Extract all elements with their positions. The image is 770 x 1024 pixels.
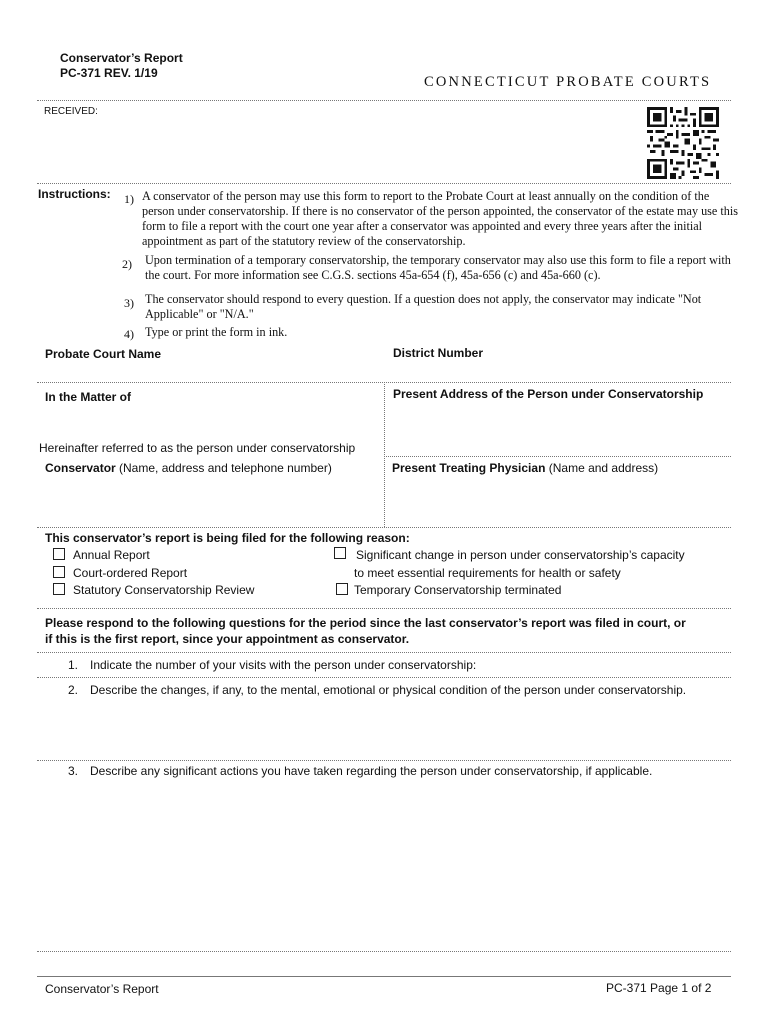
instruction-text: Type or print the form in ink. <box>145 325 288 339</box>
instruction-number: 2) <box>122 257 132 271</box>
instruction-number: 1) <box>124 192 134 206</box>
questions-intro-line2: if this is the first report, since your appointment as conservator. <box>45 632 410 646</box>
question-number: 1. <box>68 658 79 672</box>
question-3-text: Describe any significant actions you have taken regarding the person under conservatorship, if applicable. <box>90 764 653 778</box>
annual-report-checkbox[interactable] <box>53 548 65 560</box>
section-divider <box>37 527 731 528</box>
instruction-text: A conservator of the person may use this form to report to the Probate Court at least annually on the condition of the person under conservatorship. If there is no conservator of the person appointed, the conservator of the estate may use this form to file a report with the court one year after a conservator was appointed and every three years after the initial appointment as part of the statutory review of the conservatorship. <box>142 189 738 248</box>
temporary-terminated-checkbox[interactable] <box>336 583 348 595</box>
received-label: RECEIVED: <box>44 106 98 117</box>
physician-label <box>392 461 658 475</box>
hereinafter-note: Hereinafter referred to as the person under conservatorship <box>39 441 356 455</box>
present-address-label: Present Address of the Person under Conservatorship <box>393 387 704 401</box>
probate-court-name-field[interactable] <box>45 362 380 382</box>
physician-field[interactable] <box>390 476 730 524</box>
questions-intro-line1: Please respond to the following questions for the period since the last conservator’s report was filed in court, or <box>45 616 686 630</box>
probate-court-name-label: Probate Court Name <box>45 347 162 361</box>
physician-label-bold: Present Treating Physician <box>392 461 546 475</box>
significant-change-checkbox[interactable] <box>334 547 346 559</box>
court-name-heading: CONNECTICUT PROBATE COURTS <box>424 74 712 90</box>
court-ordered-report-label: Court-ordered Report <box>73 566 188 580</box>
instructions-label: Instructions: <box>38 187 111 201</box>
address-divider <box>384 456 731 457</box>
district-number-field[interactable] <box>390 362 730 382</box>
question-number: 3. <box>68 764 79 778</box>
district-number-label: District Number <box>393 346 484 360</box>
present-address-field[interactable] <box>390 402 730 452</box>
instruction-text: The conservator should respond to every question. If a question does not apply, the conservator may indicate "Not Applicable" or "N/A." <box>145 292 702 321</box>
instruction-number: 4) <box>124 327 134 341</box>
statutory-review-label: Statutory Conservatorship Review <box>73 583 255 597</box>
question-divider <box>37 677 731 678</box>
footer-rule <box>37 976 731 977</box>
instruction-number: 3) <box>124 296 134 310</box>
visits-count-field[interactable] <box>500 656 730 674</box>
annual-report-label: Annual Report <box>73 548 150 562</box>
question-2-text: Describe the changes, if any, to the mental, emotional or physical condition of the person under conservatorship. <box>90 683 687 697</box>
significant-change-label-continued: to meet essential requirements for health or safety <box>354 566 621 580</box>
significant-change-label: Significant change in person under conservatorship’s capacity <box>356 548 685 562</box>
instructions-divider <box>37 183 731 184</box>
form-number: PC-371 REV. 1/19 <box>60 66 158 80</box>
instruction-text: Upon termination of a temporary conservatorship, the temporary conservator may also use this form to file a report with the court. For more information see C.G.S. sections 45a-654 (f), 45a-656 (c) and 45a-660 (c). <box>145 253 731 282</box>
conservator-label-detail: (Name, address and telephone number) <box>115 461 332 475</box>
in-the-matter-of-label: In the Matter of <box>45 390 131 404</box>
column-divider <box>384 382 385 527</box>
reason-heading: This conservator’s report is being filed for the following reason: <box>45 531 410 545</box>
footer-form-title: Conservator’s Report <box>45 982 159 996</box>
significant-actions-field[interactable] <box>45 782 730 947</box>
question-number: 2. <box>68 683 79 697</box>
question-divider <box>37 951 731 952</box>
in-the-matter-of-field[interactable] <box>45 405 380 437</box>
question-divider <box>37 760 731 761</box>
form-title: Conservator’s Report <box>60 51 183 65</box>
section-divider <box>37 608 731 609</box>
conservator-label-bold: Conservator <box>45 461 116 475</box>
header-divider <box>37 100 731 101</box>
conservator-field[interactable] <box>45 476 380 524</box>
statutory-review-checkbox[interactable] <box>53 583 65 595</box>
qr-code-icon <box>647 107 719 179</box>
conservator-label <box>45 461 332 475</box>
footer-page-number: PC-371 Page 1 of 2 <box>606 981 712 995</box>
condition-changes-field[interactable] <box>45 700 730 758</box>
question-divider <box>37 652 731 653</box>
temporary-terminated-label: Temporary Conservatorship terminated <box>354 583 562 597</box>
question-1-text: Indicate the number of your visits with the person under conservatorship: <box>90 658 477 672</box>
form-title-block <box>60 51 183 81</box>
physician-label-detail: (Name and address) <box>545 461 659 475</box>
court-ordered-report-checkbox[interactable] <box>53 566 65 578</box>
